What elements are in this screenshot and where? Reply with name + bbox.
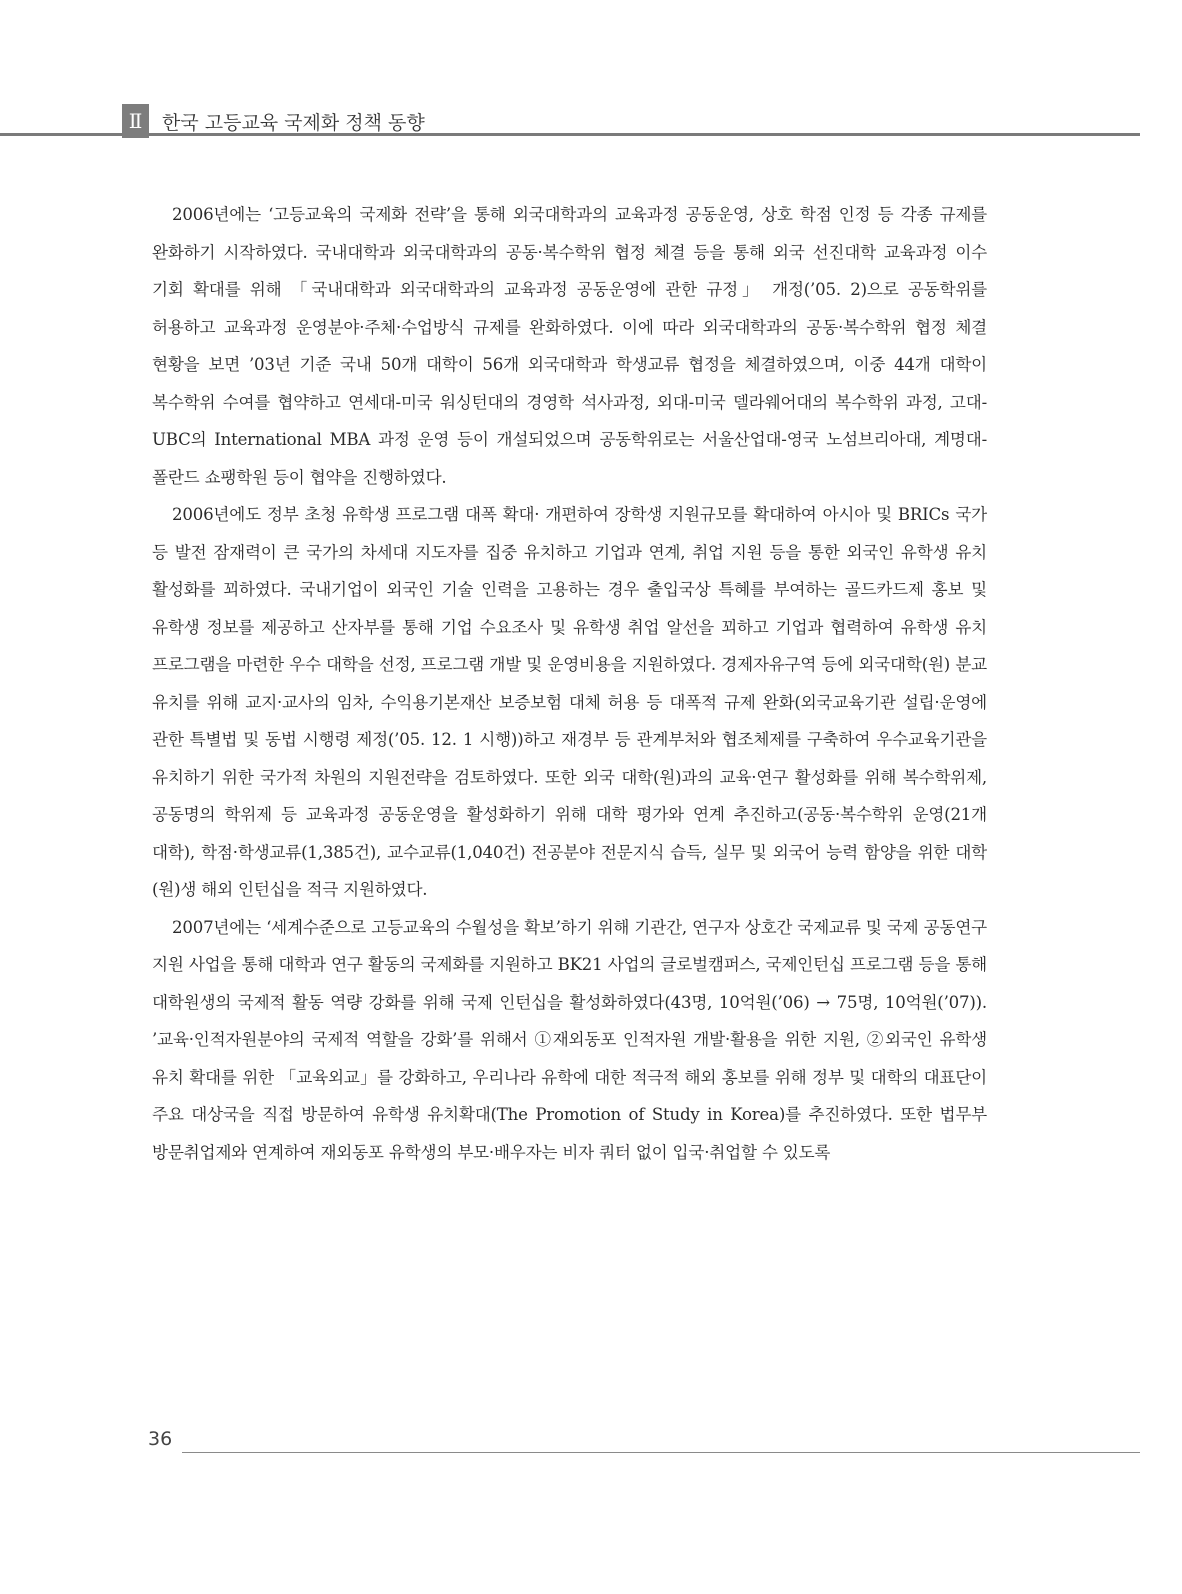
footer-rule [182,1452,1140,1453]
page-footer [0,1426,1140,1456]
paragraph: 2007년에는 ‘세계수준으로 고등교육의 수월성을 확보’하기 위해 기관간, 연구자 상호간 국제교류 및 국제 공동연구 지원 사업을 통해 대학과 연구 활동의 국제화를 지원하고 BK21 사업의 글로벌캠퍼스, 국제인턴십 프로그램 등을 통해 대학원생의 국제적 활동 역량 강화를 위해 국제 인턴십을 활성화하였다(43명, 10억원(’06) → 75명, 10억원(’07)). ’교육·인적자원분야의 국제적 역할을 강화’를 위해서 ①재외동포 인적자원 개발·활용을 위한 지원, ②외국인 유학생 유치 확대를 위한 「교육외교」를 강화하고, 우리나라 유학에 대한 적극적 해외 홍보를 위해 정부 및 대학의 대표단이 주요 대상국을 직접 방문하여 유학생 유치확대(The Promotion of Study in Korea)를 추진하였다. 또한 법무부 방문취업제와 연계하여 재외동포 유학생의 부모·배우자는 비자 쿼터 없이 입국·취업할 수 있도록 [152,917,987,1162]
page-header [0,100,1140,140]
chapter-number-badge: Ⅱ [122,104,149,138]
paragraph: 2006년에는 ‘고등교육의 국제화 전략’을 통해 외국대학과의 교육과정 공동운영, 상호 학점 인정 등 각종 규제를 완화하기 시작하였다. 국내대학과 외국대학과의 공동·복수학위 협정 체결 등을 통해 외국 선진대학 교육과정 이수 기회 확대를 위해 「국내대학과 외국대학과의 교육과정 공동운영에 관한 규정」 개정(’05. 2)으로 공동학위를 허용하고 교육과정 운영분야·주체·수업방식 규제를 완화하였다. 이에 따라 외국대학과의 공동·복수학위 협정 체결 현황을 보면 ’03년 기준 국내 50개 대학이 56개 외국대학과 학생교류 협정을 체결하였으며, 이중 44개 대학이 복수학위 수여를 협약하고 연세대-미국 워싱턴대의 경영학 석사과정, 외대-미국 델라웨어대의 복수학위 과정, 고대-UBC의 International MBA 과정 운영 등이 개설되었으며 공동학위로는 서울산업대-영국 노섬브리아대, 계명대-폴란드 쇼팽학원 등이 협약을 진행하였다. [152,205,987,487]
body-text [152,196,987,1171]
page-number: 36 [148,1428,173,1450]
paragraph: 2006년에도 정부 초청 유학생 프로그램 대폭 확대· 개편하여 장학생 지원규모를 확대하여 아시아 및 BRICs 국가 등 발전 잠재력이 큰 국가의 차세대 지도자를 집중 유치하고 기업과 연계, 취업 지원 등을 통한 외국인 유학생 유치 활성화를 꾀하였다. 국내기업이 외국인 기술 인력을 고용하는 경우 출입국상 특혜를 부여하는 골드카드제 홍보 및 유학생 정보를 제공하고 산자부를 통해 기업 수요조사 및 유학생 취업 알선을 꾀하고 기업과 협력하여 유학생 유치 프로그램을 마련한 우수 대학을 선정, 프로그램 개발 및 운영비용을 지원하였다. 경제자유구역 등에 외국대학(원) 분교 유치를 위해 교지·교사의 임차, 수익용기본재산 보증보험 대체 허용 등 대폭적 규제 완화(외국교육기관 설립·운영에 관한 특별법 및 동법 시행령 제정(’05. 12. 1 시행))하고 재경부 등 관계부처와 협조체제를 구축하여 우수교육기관을 유치하기 위한 국가적 차원의 지원전략을 검토하였다. 또한 외국 대학(원)과의 교육·연구 활성화를 위해 복수학위제, 공동명의 학위제 등 교육과정 공동운영을 활성화하기 위해 대학 평가와 연계 추진하고(공동·복수학위 운영(21개 대학), 학점·학생교류(1,385건), 교수교류(1,040건) 전공분야 전문지식 습득, 실무 및 외국어 능력 함양을 위한 대학(원)생 해외 인턴십을 적극 지원하였다. [152,505,987,899]
chapter-title: 한국 고등교육 국제화 정책 동향 [162,112,425,134]
